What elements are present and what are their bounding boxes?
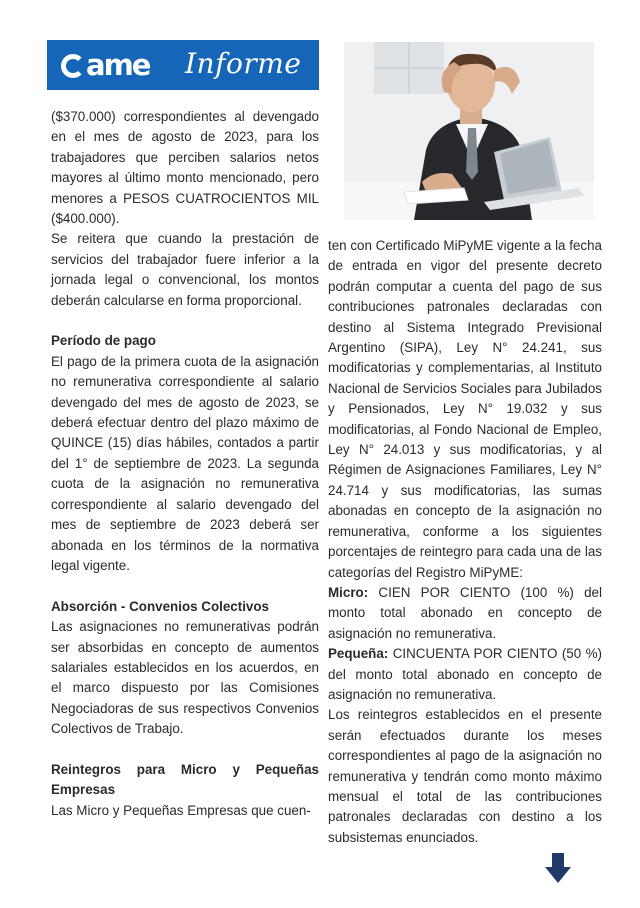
logo-c-mark [61,54,85,78]
pequena-label: Pequeña: [328,646,389,662]
paragraph-pequena [328,644,602,705]
paragraph-monto: ($370.000) correspondientes al devengado en el mes de agosto de 2023, para los trabajadores que perciben salarios netos mayores al último monto mencionado, pero menores a PESOS CUATROCIENTOS MIL ($400.000). [51,109,319,227]
stressed-man-photo [344,42,594,220]
pequena-text: CINCUENTA POR CIENTO (50 %) del monto total abonado en concepto de asignación no remunerativa. [328,646,602,702]
paragraph-certificado: ten con Certificado MiPyME vigente a la fecha de entrada en vigor del presente decreto podrán computar a cuenta del pago de sus contribuciones patronales declaradas con destino al Sistema Integrado Previsional Argentino (SIPA), Ley N° 24.241, sus modificatorias y complementarias, al Instituto Nacional de Servicios Sociales para Jubilados y Pensionados, Ley N° 19.032 y sus modificatorias, al Fondo Nacional de Empleo, Ley N° 24.013 y sus modificatorias, y al Régimen de Asignaciones Familiares, Ley N° 24.714 y sus modificatorias, las sumas abonadas en concepto de la asignación no remunerativa, conforme a los siguientes porcentajes de reintegro para cada una de las categorías del Registro MiPyME: [328,238,602,580]
paragraph-proporcional: Se reitera que cuando la prestación de servicios del trabajador fuere inferior a la jornada legal o convencional, los montos deberán calcularse en forma proporcional. [51,231,319,308]
heading-reintegros: Reintegros para Micro y Pequeñas Empresas [51,761,319,798]
header-banner [47,40,319,90]
paragraph-periodo-de-pago: El pago de la primera cuota de la asignación no remunerativa correspondiente al salario devengado del mes de agosto de 2023, se deberá efectuar dentro del plazo máximo de QUINCE (15) días hábiles, contados a partir del 1° de septiembre de 2023. La segunda cuota de la asignación no remunerativa correspondiente al salario devengado del mes de septiembre de 2023 deberá ser abonada en los términos de la normativa legal vigente. [51,353,319,573]
came-logo [61,49,149,81]
heading-periodo-de-pago: Período de pago [51,333,156,349]
right-column [328,236,602,848]
micro-text: CIEN POR CIENTO (100 %) del monto total abonado en concepto de asignación no remunerativa. [328,584,602,641]
micro-label: Micro: [328,584,369,600]
paragraph-reintegros-start: Las Micro y Pequeñas Empresas que cuen- [51,802,311,818]
paragraph-absorcion: Las asignaciones no remunerativas podrán ser absorbidas en concepto de aumentos salariales establecidos en los acuerdos, en el marco dispuesto por las Comisiones Negociadoras de sus respectivos Convenios Colectivos de Trabajo. [51,619,319,737]
logo-text: ame [86,48,150,82]
heading-absorcion: Absorción - Convenios Colectivos [51,598,270,614]
arrow-down-icon[interactable] [545,853,571,883]
paragraph-reintegros-final: Los reintegros establecidos en el presente serán efectuados durante los meses correspondientes al pago de la asignación no remunerativa y tendrán como monto máximo mensual el total de las contribuciones patronales declaradas con destino a los subsistemas enunciados. [328,707,602,845]
section-title: Informe [185,47,302,80]
left-column [51,107,319,821]
paragraph-micro [328,583,602,644]
